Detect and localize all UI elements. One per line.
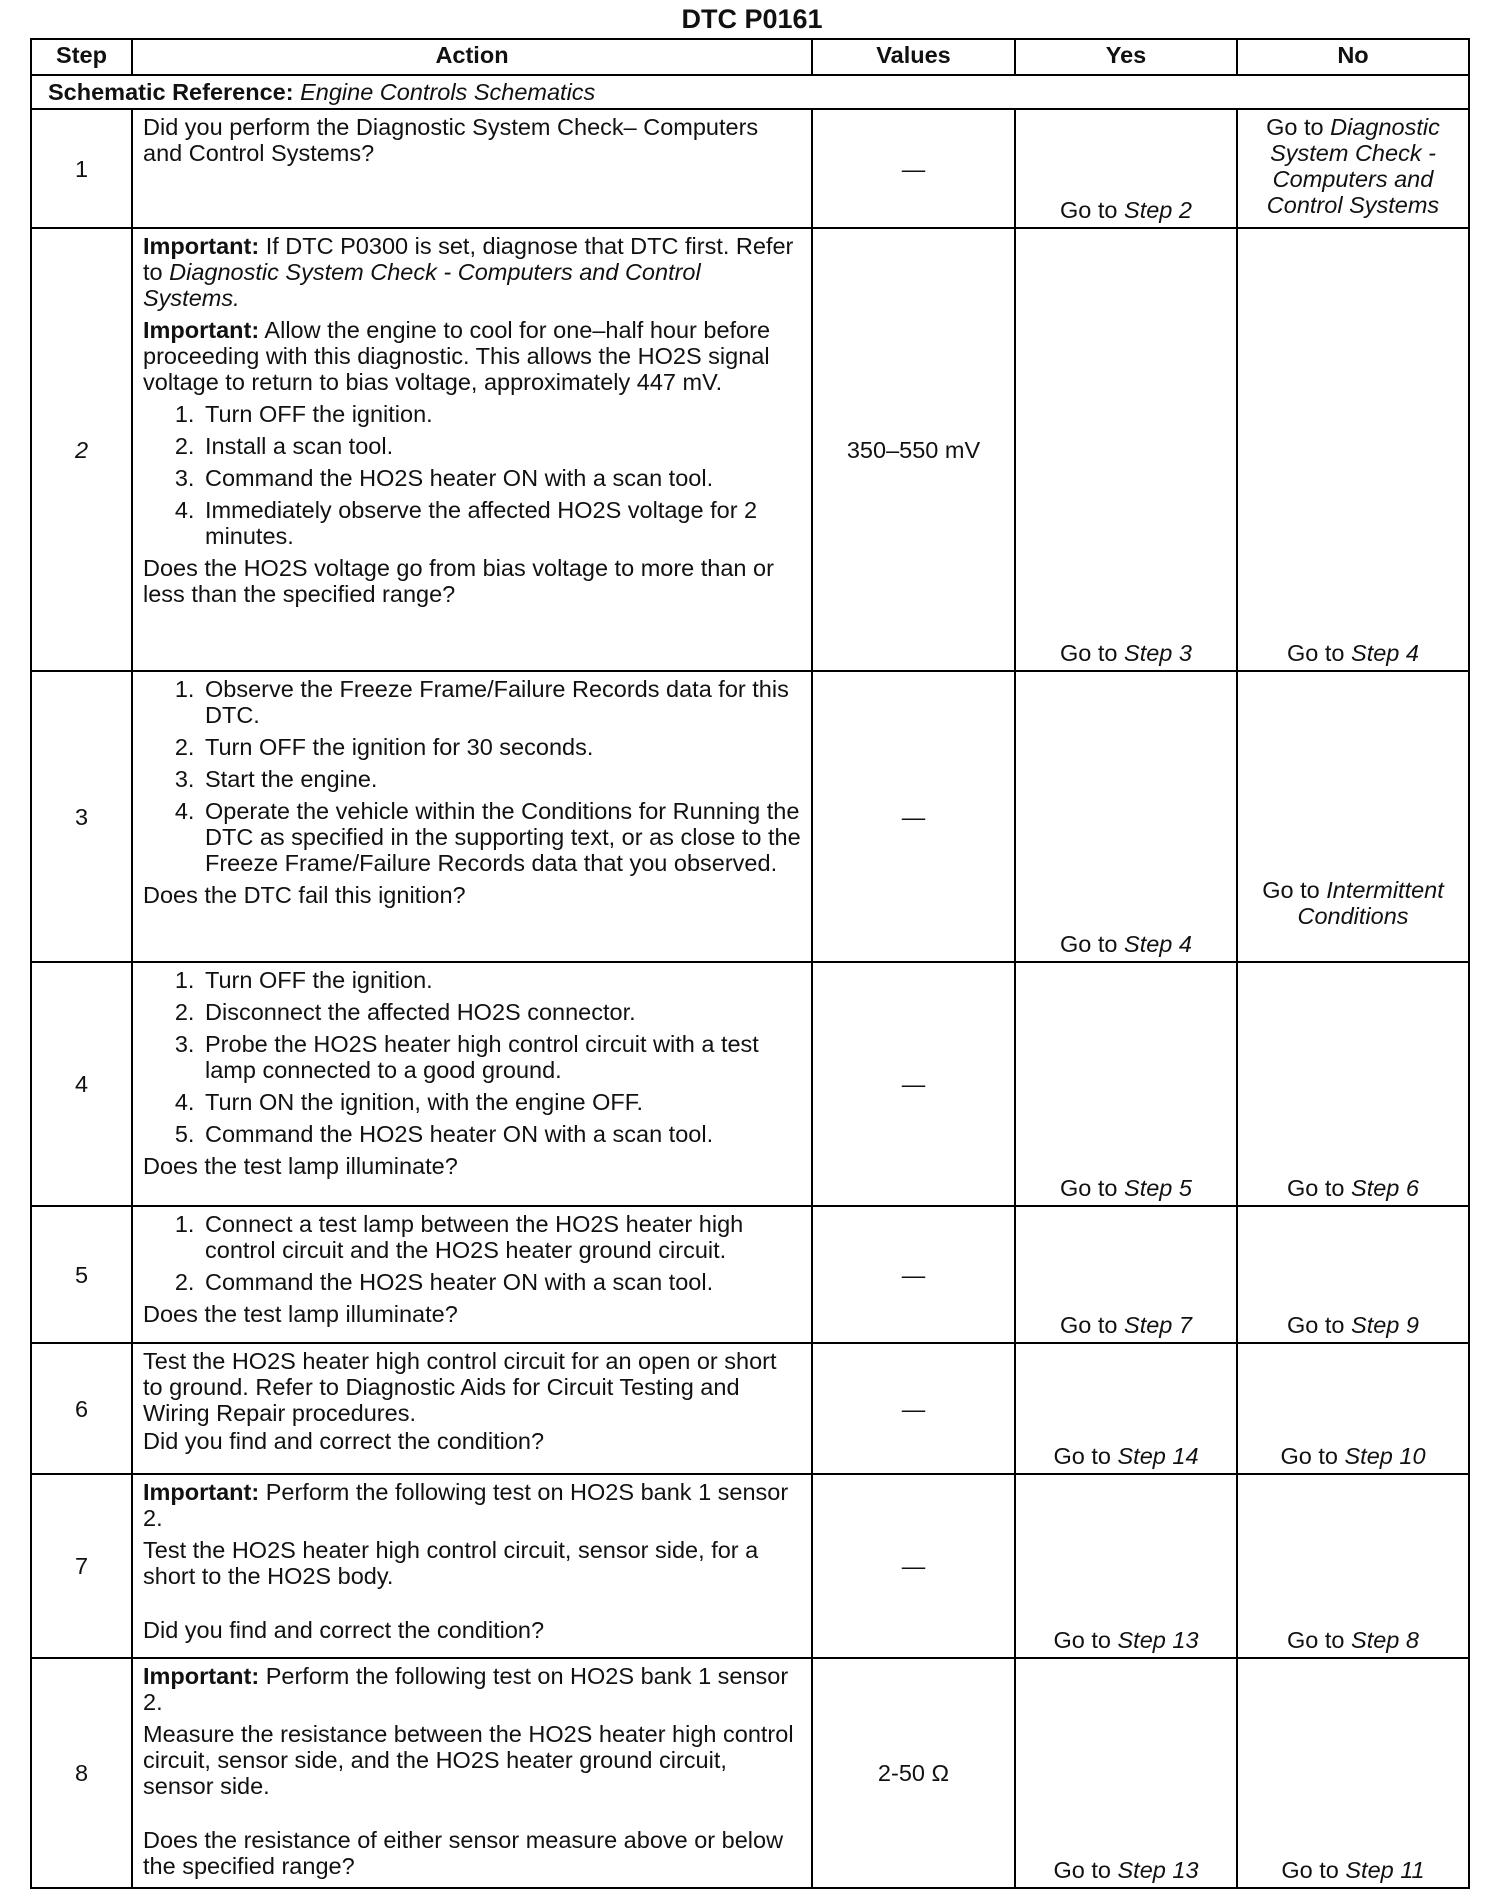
important-label: Important: bbox=[143, 1479, 260, 1505]
goto-text: Go to bbox=[1287, 1312, 1345, 1338]
schematic-row bbox=[31, 75, 1469, 109]
yes-step-link: Step 13 bbox=[1117, 1857, 1199, 1883]
yes-cell bbox=[1015, 1206, 1237, 1343]
table-row bbox=[31, 228, 1469, 671]
yes-step-link: Step 2 bbox=[1124, 197, 1192, 223]
spacer bbox=[143, 1805, 801, 1827]
yes-step-link: Step 14 bbox=[1117, 1443, 1199, 1469]
question-text: Does the HO2S voltage go from bias voltage to more than or less than the specified range? bbox=[143, 555, 774, 607]
no-cell bbox=[1237, 1474, 1469, 1658]
procedure-list bbox=[143, 967, 801, 1147]
question-text: Did you find and correct the condition? bbox=[143, 1617, 545, 1643]
goto-text: Go to bbox=[1287, 1627, 1345, 1653]
procedure-list bbox=[143, 676, 801, 876]
list-item: 4. Immediately observe the affected HO2S voltage for 2 minutes. bbox=[201, 497, 801, 549]
yes-cell bbox=[1015, 1658, 1237, 1888]
no-step-link: Step 11 bbox=[1345, 1857, 1425, 1883]
goto-text: Go to bbox=[1280, 1443, 1338, 1469]
list-item: 2. Disconnect the affected HO2S connector. bbox=[201, 999, 801, 1025]
yes-cell bbox=[1015, 1474, 1237, 1658]
schematic-reference bbox=[31, 75, 1469, 109]
important-text: Allow the engine to cool for one–half hour before proceeding with this diagnostic. This allows the HO2S signal voltage to return to bias voltage, approximately 447 mV. bbox=[143, 317, 771, 395]
goto-text: Go to bbox=[1060, 1312, 1118, 1338]
goto-text: Go to bbox=[1053, 1627, 1111, 1653]
goto-text: Go to bbox=[1287, 640, 1345, 666]
goto-text: Go to bbox=[1281, 1857, 1339, 1883]
yes-cell bbox=[1015, 671, 1237, 962]
header-row bbox=[31, 39, 1469, 75]
important-text: Perform the following test on HO2S bank 1 sensor 2. bbox=[143, 1479, 789, 1531]
list-item: 2. Command the HO2S heater ON with a scan tool. bbox=[201, 1269, 801, 1295]
action-text: Measure the resistance between the HO2S heater high control circuit, sensor side, and the HO2S heater ground circuit, sensor side. bbox=[143, 1721, 794, 1799]
table-row bbox=[31, 1206, 1469, 1343]
goto-text: Go to bbox=[1053, 1443, 1111, 1469]
step-number: 6 bbox=[31, 1343, 132, 1474]
no-cell bbox=[1237, 228, 1469, 671]
question-text: Does the DTC fail this ignition? bbox=[143, 882, 466, 908]
important-ref: Diagnostic System Check - Computers and Control Systems. bbox=[143, 259, 701, 311]
yes-step-link: Step 3 bbox=[1124, 640, 1192, 666]
important-note bbox=[143, 317, 801, 395]
step-number: 7 bbox=[31, 1474, 132, 1658]
question-text: Does the test lamp illuminate? bbox=[143, 1301, 458, 1327]
action-text: Did you perform the Diagnostic System Check– Computers and Control Systems? bbox=[143, 114, 759, 166]
spacer bbox=[143, 1595, 801, 1617]
yes-cell bbox=[1015, 962, 1237, 1206]
action-cell bbox=[132, 671, 812, 962]
no-step-link: Step 8 bbox=[1351, 1627, 1419, 1653]
action-cell bbox=[132, 1658, 812, 1888]
list-item: 3. Start the engine. bbox=[201, 766, 801, 792]
goto-text: Go to bbox=[1060, 197, 1118, 223]
values-cell: — bbox=[812, 109, 1015, 228]
table-row bbox=[31, 671, 1469, 962]
no-cell bbox=[1237, 671, 1469, 962]
question-text: Does the test lamp illuminate? bbox=[143, 1153, 458, 1179]
step-number: 4 bbox=[31, 962, 132, 1206]
no-step-link: Step 4 bbox=[1351, 640, 1419, 666]
goto-text: Go to bbox=[1060, 1175, 1118, 1201]
header-yes: Yes bbox=[1015, 39, 1237, 75]
goto-text: Go to bbox=[1287, 1175, 1345, 1201]
schematic-link: Engine Controls Schematics bbox=[300, 79, 596, 105]
no-cell bbox=[1237, 1343, 1469, 1474]
yes-cell bbox=[1015, 228, 1237, 671]
question-text: Did you find and correct the condition? bbox=[143, 1428, 545, 1454]
yes-step-link: Step 5 bbox=[1124, 1175, 1192, 1201]
values-cell: — bbox=[812, 671, 1015, 962]
values-cell: — bbox=[812, 962, 1015, 1206]
list-item: 5. Command the HO2S heater ON with a scan tool. bbox=[201, 1121, 801, 1147]
step-number: 5 bbox=[31, 1206, 132, 1343]
goto-text: Go to bbox=[1266, 114, 1324, 140]
step-number: 3 bbox=[31, 671, 132, 962]
no-step-link: Step 6 bbox=[1351, 1175, 1419, 1201]
action-cell bbox=[132, 228, 812, 671]
values-cell: — bbox=[812, 1474, 1015, 1658]
goto-text: Go to bbox=[1060, 640, 1118, 666]
important-text: If DTC P0300 is set, diagnose that DTC first. Refer to bbox=[143, 233, 794, 285]
step-number: 2 bbox=[31, 228, 132, 671]
list-item: 2. Install a scan tool. bbox=[201, 433, 801, 459]
page-title: DTC P0161 bbox=[681, 4, 823, 34]
no-step-link: Step 9 bbox=[1351, 1312, 1419, 1338]
list-item: 3. Probe the HO2S heater high control circuit with a test lamp connected to a good ground. bbox=[201, 1031, 801, 1083]
step-number: 8 bbox=[31, 1658, 132, 1888]
values-cell: 2-50 Ω bbox=[812, 1658, 1015, 1888]
table-row bbox=[31, 109, 1469, 228]
no-cell bbox=[1237, 1658, 1469, 1888]
schematic-label: Schematic Reference: bbox=[48, 79, 294, 105]
header-step: Step bbox=[31, 39, 132, 75]
important-note bbox=[143, 233, 801, 311]
list-item: 3. Command the HO2S heater ON with a scan tool. bbox=[201, 465, 801, 491]
step-number: 1 bbox=[31, 109, 132, 228]
procedure-list bbox=[143, 1211, 801, 1295]
no-cell bbox=[1237, 109, 1469, 228]
table-row bbox=[31, 962, 1469, 1206]
action-cell bbox=[132, 962, 812, 1206]
values-cell: — bbox=[812, 1343, 1015, 1474]
goto-text: Go to bbox=[1060, 931, 1118, 957]
yes-cell bbox=[1015, 1343, 1237, 1474]
values-cell: — bbox=[812, 1206, 1015, 1343]
action-cell bbox=[132, 1206, 812, 1343]
procedure-list bbox=[143, 401, 801, 549]
goto-text: Go to bbox=[1262, 877, 1320, 903]
list-item: 4. Operate the vehicle within the Conditions for Running the DTC as specified in the supporting text, or as close to the Freeze Frame/Failure Records data that you observed. bbox=[201, 798, 801, 876]
action-text: Test the HO2S heater high control circuit, sensor side, for a short to the HO2S body. bbox=[143, 1537, 759, 1589]
important-note bbox=[143, 1663, 801, 1715]
table-row bbox=[31, 1474, 1469, 1658]
yes-step-link: Step 4 bbox=[1124, 931, 1192, 957]
action-text: Test the HO2S heater high control circuit for an open or short to ground. Refer to Diagnostic Aids for Circuit Testing and Wiring Repair procedures. bbox=[143, 1348, 777, 1426]
important-note bbox=[143, 1479, 801, 1531]
list-item: 1. Turn OFF the ignition. bbox=[201, 967, 801, 993]
no-cell bbox=[1237, 1206, 1469, 1343]
no-ref-link: Intermittent Conditions bbox=[1297, 877, 1444, 929]
header-values: Values bbox=[812, 39, 1015, 75]
important-text: Perform the following test on HO2S bank 1 sensor 2. bbox=[143, 1663, 789, 1715]
list-item: 1. Observe the Freeze Frame/Failure Records data for this DTC. bbox=[201, 676, 801, 728]
action-cell bbox=[132, 1343, 812, 1474]
no-cell bbox=[1237, 962, 1469, 1206]
list-item: 1. Connect a test lamp between the HO2S heater high control circuit and the HO2S heater ground circuit. bbox=[201, 1211, 801, 1263]
diagnostic-table bbox=[30, 38, 1470, 1889]
yes-step-link: Step 13 bbox=[1117, 1627, 1199, 1653]
list-item: 4. Turn ON the ignition, with the engine OFF. bbox=[201, 1089, 801, 1115]
important-label: Important: bbox=[143, 233, 260, 259]
action-cell bbox=[132, 109, 812, 228]
action-cell bbox=[132, 1474, 812, 1658]
important-label: Important: bbox=[143, 317, 260, 343]
list-item: 1. Turn OFF the ignition. bbox=[201, 401, 801, 427]
header-no: No bbox=[1237, 39, 1469, 75]
no-ref-link: Diagnostic System Check - Computers and Control Systems bbox=[1266, 114, 1440, 218]
yes-step-link: Step 7 bbox=[1124, 1312, 1192, 1338]
no-step-link: Step 10 bbox=[1344, 1443, 1426, 1469]
table-row bbox=[31, 1343, 1469, 1474]
important-label: Important: bbox=[143, 1663, 260, 1689]
question-text: Does the resistance of either sensor measure above or below the specified range? bbox=[143, 1827, 784, 1879]
table-row bbox=[31, 1658, 1469, 1888]
list-item: 2. Turn OFF the ignition for 30 seconds. bbox=[201, 734, 801, 760]
yes-cell bbox=[1015, 109, 1237, 228]
values-cell: 350–550 mV bbox=[812, 228, 1015, 671]
header-action: Action bbox=[132, 39, 812, 75]
goto-text: Go to bbox=[1053, 1857, 1111, 1883]
